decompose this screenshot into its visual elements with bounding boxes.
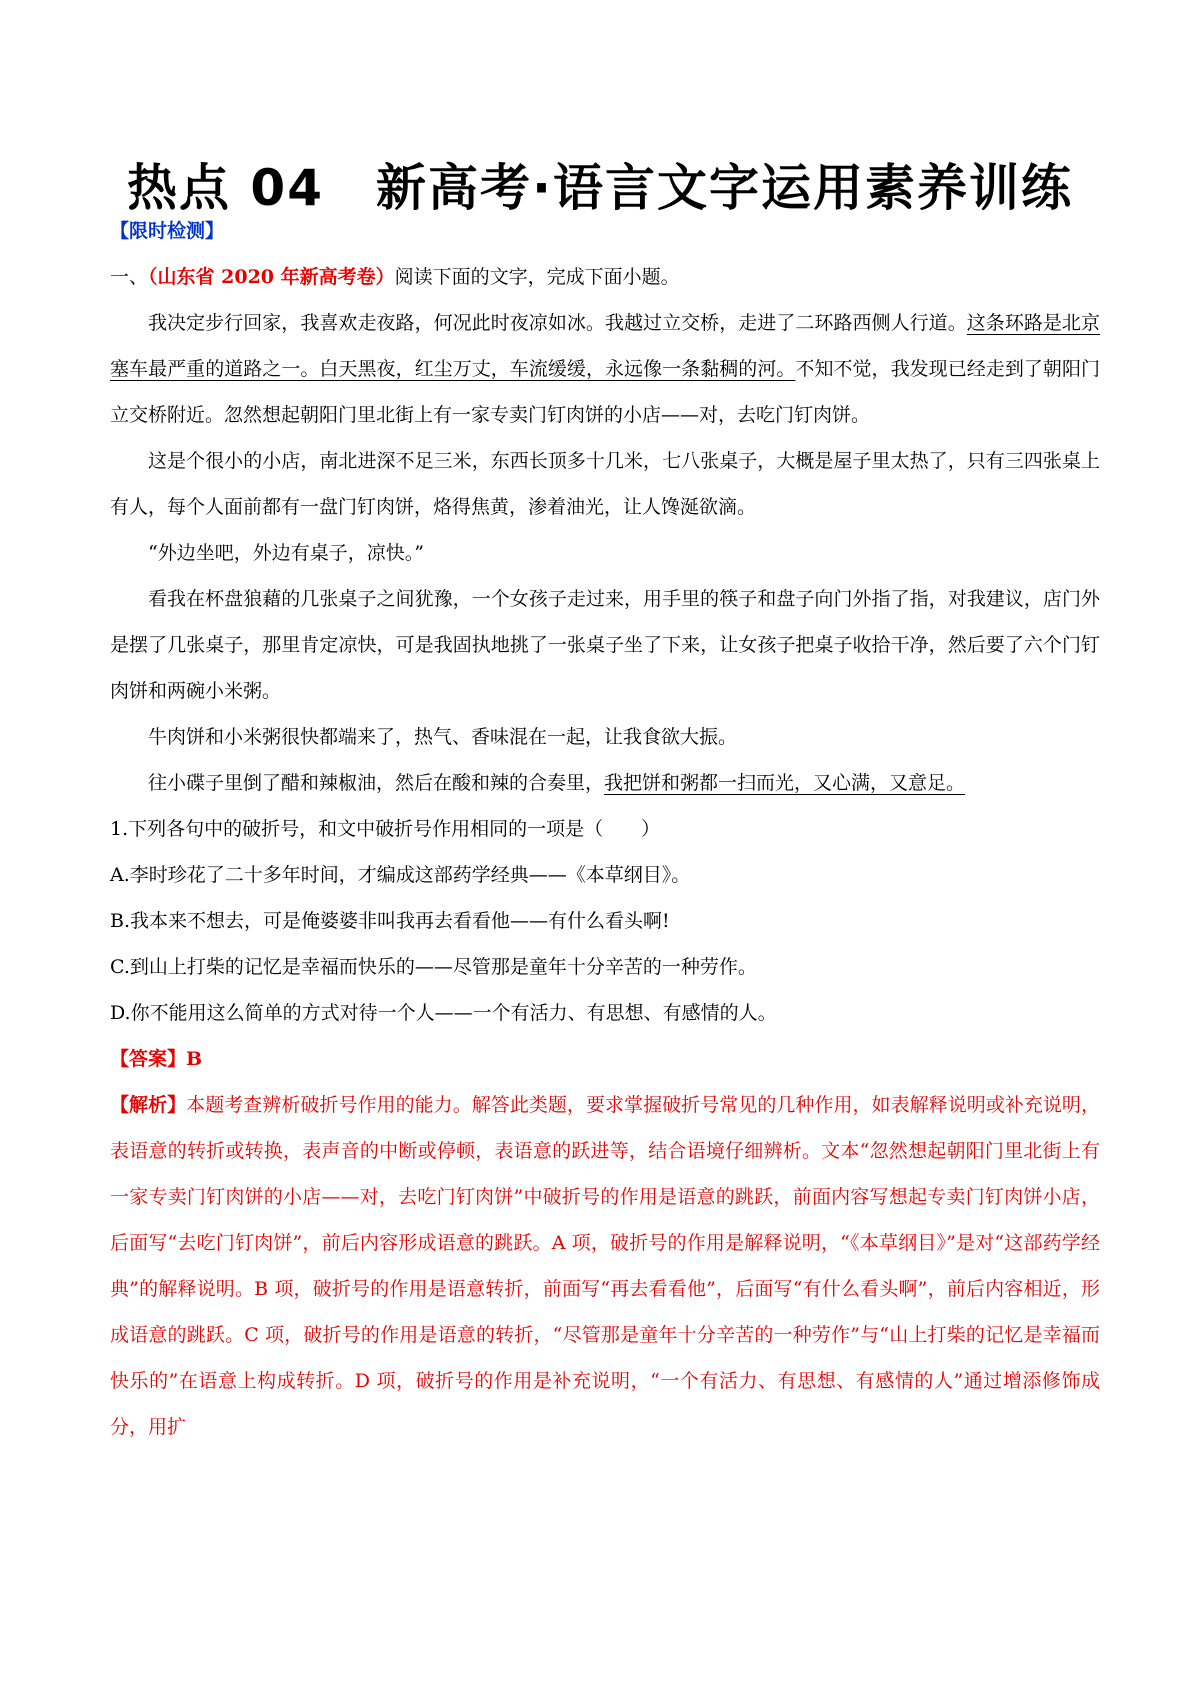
passage-paragraph-1	[110, 300, 1100, 438]
passage-text: 不知不觉，我发现已经走到了朝阳门立交桥附近。忽然想起朝阳门里北街上有一家专卖门钉肉饼的小店——对，去吃门钉肉饼。	[110, 358, 1100, 426]
passage-paragraph-4: 看我在杯盘狼藉的几张桌子之间犹豫，一个女孩子走过来，用手里的筷子和盘子向门外指了指，对我建议，店门外是摆了几张桌子，那里肯定凉快，可是我固执地挑了一张桌子坐了下来，让女孩子把桌子收拾干净，然后要了六个门钉肉饼和两碗小米粥。	[110, 588, 1100, 702]
page-title: 热点 04 新高考·语言文字运用素养训练	[127, 159, 1073, 217]
document-body	[110, 208, 1100, 1450]
passage-text: 我决定步行回家，我喜欢走夜路，何况此时夜凉如冰。我越过立交桥，走进了二环路西侧人行道。	[148, 312, 967, 334]
underlined-sentence: 这条环路是北京塞车最严重的道路之一。白天黑夜，红尘万丈，车流缓缓，永远像一条黏稠的河。	[110, 312, 1100, 380]
source-note: （山东省 2020 年新高考卷）	[148, 266, 395, 288]
passage-paragraph-6	[110, 760, 1100, 806]
passage-paragraph-5: 牛肉饼和小米粥很快都端来了，热气、香味混在一起，让我食欲大振。	[148, 726, 738, 748]
passage-paragraph-3: “外边坐吧，外边有桌子，凉快。”	[148, 542, 424, 564]
passage-paragraph-2: 这是个很小的小店，南北进深不足三米，东西长顶多十几米，七八张桌子，大概是屋子里太热了，只有三四张桌上有人，每个人面前都有一盘门钉肉饼，烙得焦黄，渗着油光，让人馋涎欲滴。	[110, 450, 1100, 518]
underlined-sentence: 我把饼和粥都一扫而光，又心满，又意足。	[604, 772, 966, 794]
question-stem: 1.下列各句中的破折号，和文中破折号作用相同的一项是（ ）	[110, 818, 661, 840]
analysis-paragraph	[110, 1082, 1100, 1450]
answer-value: B	[186, 1048, 203, 1070]
answer-line	[110, 1036, 1100, 1082]
analysis-label: 【解析】	[110, 1094, 187, 1116]
passage-text: 往小碟子里倒了醋和辣椒油，然后在酸和辣的合奏里，	[148, 772, 605, 794]
question-group-number: 一、	[110, 266, 149, 288]
answer-label: 【答案】	[110, 1048, 187, 1070]
question-group-intro	[110, 254, 1100, 300]
instruction-text: 阅读下面的文字，完成下面小题。	[394, 266, 680, 288]
analysis-text: 本题考查辨析破折号作用的能力。解答此类题，要求掌握破折号常见的几种作用，如表解释说明或补充说明，表语意的转折或转换，表声音的中断或停顿，表语意的跃进等，结合语境仔细辨析。文本“忽然想起朝阳门里北街上有一家专卖门钉肉饼的小店——对，去吃门钉肉饼”中破折号的作用是语意的跳跃，前面内容写想起专卖门钉肉饼小店，后面写“去吃门钉肉饼”，前后内容形成语意的跳跃。A 项，破折号的作用是解释说明，“《本草纲目》”是对“这部药学经典”的解释说明。B 项，破折号的作用是语意转折，前面写“再去看看他”，后面写“有什么看头啊”，前后内容相近，形成语意的跳跃。C 项，破折号的作用是语意的转折，“尽管那是童年十分辛苦的一种劳作”与“山上打柴的记忆是幸福而快乐的”在语意上构成转折。D 项，破折号的作用是补充说明，“一个有活力、有思想、有感情的人”通过增添修饰成分，用扩	[110, 1094, 1100, 1438]
option-d: D.你不能用这么简单的方式对待一个人——一个有活力、有思想、有感情的人。	[110, 1002, 777, 1024]
section-tag: 【限时检测】	[110, 220, 225, 242]
option-c: C.到山上打柴的记忆是幸福而快乐的——尽管那是童年十分辛苦的一种劳作。	[110, 956, 757, 978]
option-a: A.李时珍花了二十多年时间，才编成这部药学经典——《本草纲目》。	[110, 864, 691, 886]
option-b: B.我本来不想去，可是俺婆婆非叫我再去看看他——有什么看头啊!	[110, 910, 670, 932]
